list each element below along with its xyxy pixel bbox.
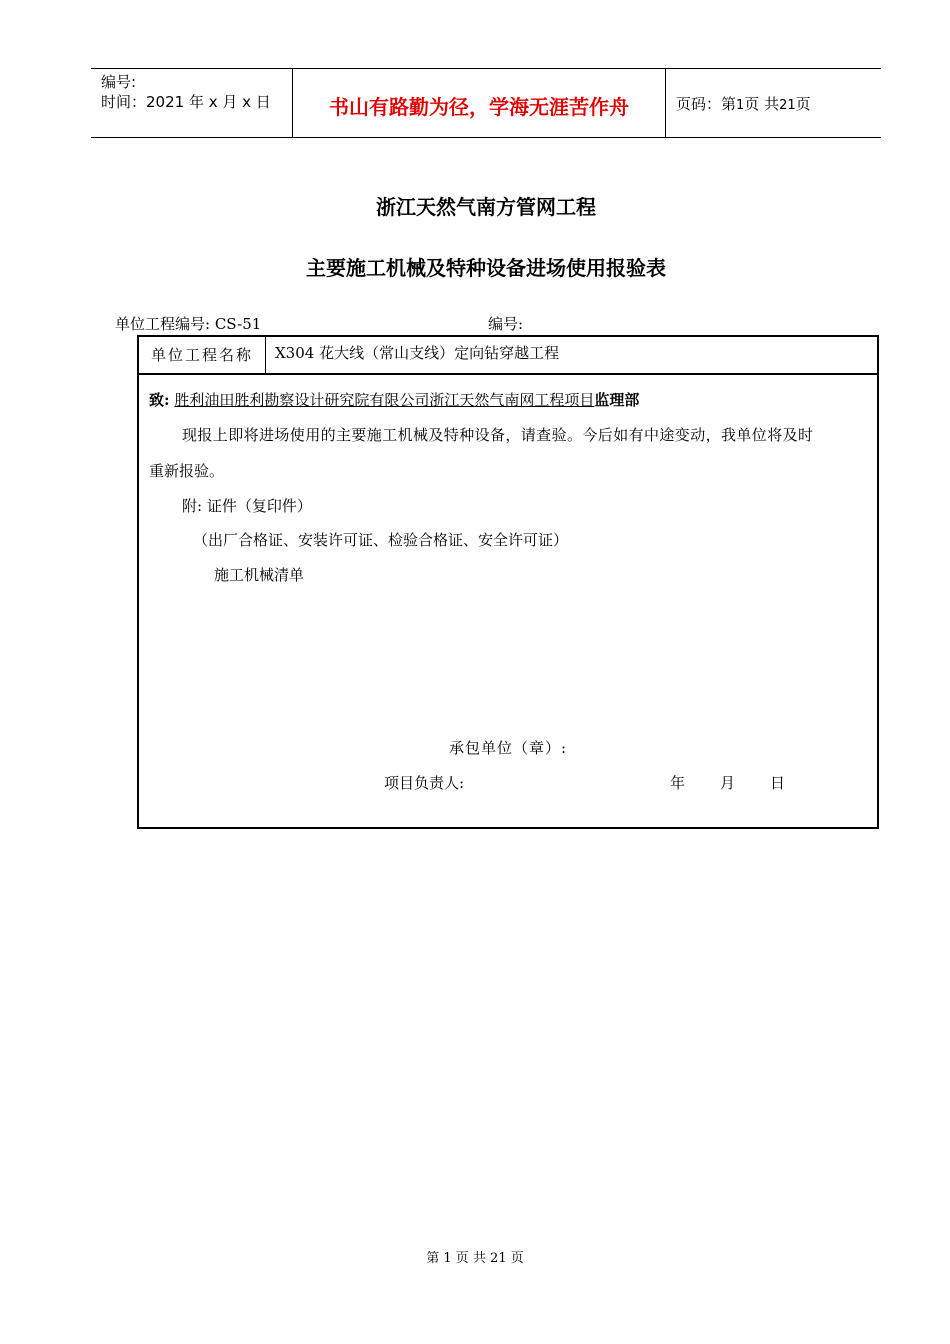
page-label: 页码：第: [676, 95, 737, 113]
addressee-prefix: 致:: [149, 391, 170, 409]
header-motto-cell: [293, 69, 666, 137]
contractor-seal-label: 承包单位（章）:: [449, 739, 568, 757]
inspection-form: [137, 335, 879, 829]
header-number-label: 编号:: [101, 73, 137, 91]
addressee-line: [149, 389, 639, 410]
header-page-cell: [666, 69, 881, 137]
page-mid: 页 共: [744, 95, 780, 113]
page-header: [91, 68, 881, 138]
page-footer: 第 1 页 共 21 页: [426, 1251, 524, 1266]
attachment-line: 附: 证件（复印件）: [182, 497, 312, 515]
addressee-suffix: 监理部: [594, 391, 640, 409]
addressee-org: 胜利油田胜利勘察设计研究院有限公司浙江天然气南网工程项目: [174, 391, 595, 409]
date-month-label: 月: [720, 774, 736, 792]
page-current: 1: [736, 98, 745, 113]
unit-code: 单位工程编号: CS-51: [115, 315, 262, 333]
body-line-2: 重新报验。: [149, 462, 225, 480]
document-title: 浙江天然气南方管网工程: [376, 195, 596, 219]
date-day-label: 日: [770, 774, 786, 792]
header-time-label: 时间：2021 年 x 月 x 日: [101, 93, 271, 111]
header-motto: 书山有路勤为径，学海无涯苦作舟: [329, 95, 629, 119]
serial-number: 编号:: [488, 315, 524, 333]
header-page-number: [676, 93, 811, 114]
body-line-1: 现报上即将进场使用的主要施工机械及特种设备，请查验。今后如有中途变动，我单位将及时: [182, 426, 814, 444]
page-end: 页: [795, 95, 811, 113]
unit-name-label: 单位工程名称: [139, 337, 266, 373]
unit-name-value: X304 花大线（常山支线）定向钻穿越工程: [275, 344, 560, 362]
unit-name-row: [139, 337, 877, 375]
page-total: 21: [779, 98, 796, 113]
date-year-label: 年: [670, 774, 686, 792]
project-manager-label: 项目负责人:: [384, 774, 465, 792]
machinery-list-line: 施工机械清单: [214, 566, 305, 584]
document-subtitle: 主要施工机械及特种设备进场使用报验表: [306, 256, 666, 280]
header-info-cell: [91, 69, 293, 137]
certificates-line: （出厂合格证、安装许可证、检验合格证、安全许可证）: [193, 531, 569, 549]
